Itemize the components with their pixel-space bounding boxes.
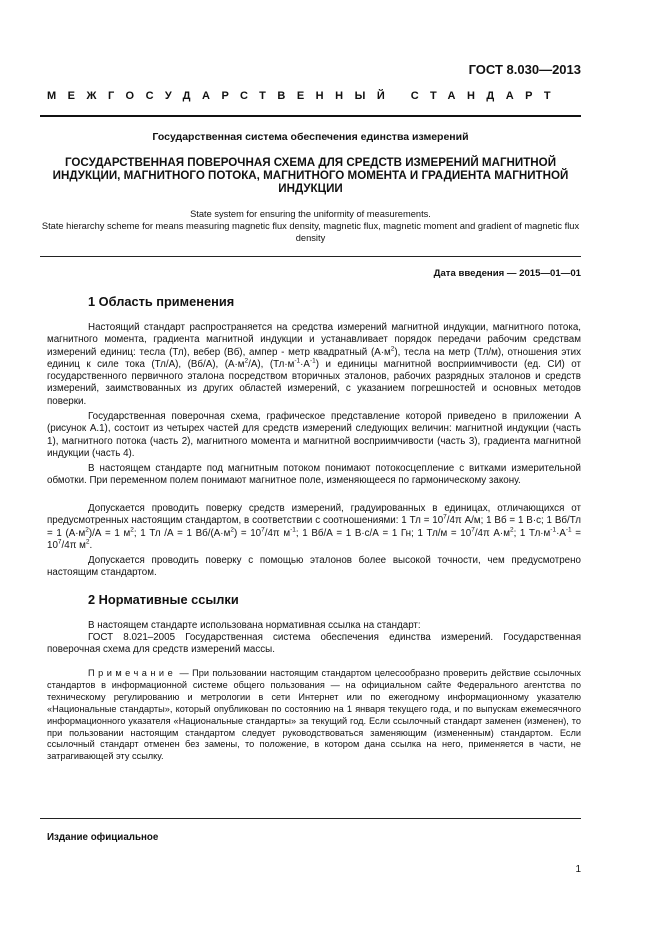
section-1-heading: 1 Область применения	[88, 294, 235, 309]
section-1-paragraph-1: Настоящий стандарт распространяется на средства измерений магнитной индукции, магнитного потока, магнитного момента, градиента магнитной индукции и устанавливает порядок передачи рабочим средствам измерений единиц: тесла (Тл), вебер (Вб), ампер - метр квадратный $(А\cdot м^2)$, тесла на метр (Тл/м), отношения этих единиц к силе тока (Тл/А), (Вб/А), $(А\cdot м^2/А)$, $(Тл\cdot м^{-1}\cdot А^{-1})$ и единицы магнитной восприимчивости (ед. СИ) от государственного первичного эталона посредством вторичных эталонов, рабочих разрядных эталонов и средств измерений, заимствованных из других областей измерений, с указанием погрешностей и основных методов поверки.	[47, 322, 581, 407]
english-title-line-2: State hierarchy scheme for means measuring magnetic flux density, magnetic flux, magnetic moment and gradient of magnetic flux density	[41, 221, 580, 243]
section-2-note	[47, 668, 581, 763]
section-1-paragraph-5: Допускается проводить поверку с помощью эталонов более высокой точности, чем предусмотрено настоящим стандартом.	[47, 555, 581, 579]
section-2-paragraph-1: В настоящем стандарте использована нормативная ссылка на стандарт:	[88, 620, 421, 631]
section-1-paragraph-4: Допускается проводить поверку средств измерений, градуированных в единицах, отличающихся от предусмотренных настоящим стандартом, в соответствии с соотношениями: 1 Тл = $10^7/4\pi$ А/м; 1 Вб = 1 В·с; 1 Вб/Тл = 1 $(А\cdot м^2)/А = 1$ $м^2$; 1 Тл /А = 1 $Вб/(А\cdot м^2) = 10^7/4\pi$ $м^{-1}$; 1 Вб/А = 1 В·с/А = 1 Гн; 1 $Тл/м = 10^7/4\pi$ $А\cdot м^2$; 1 $Тл\cdot м^{-1}\cdot А^{-1} = 10^7/4\pi$ $м^2$.	[47, 503, 582, 551]
header-divider	[40, 115, 581, 117]
page-number: 1	[575, 864, 581, 875]
official-edition-label: Издание официальное	[47, 832, 159, 843]
introduction-date: Дата введения — 2015—01—01	[433, 268, 581, 279]
section-1-paragraph-3: В настоящем стандарте под магнитным потоком понимают потокосцепление с витками измерительной обмотки. При переменном полем понимают магнитное поле, изменяющееся по гармоническому закону.	[47, 463, 581, 487]
english-title	[40, 208, 581, 244]
note-text: — При пользовании настоящим стандартом целесообразно проверить действие ссылочных стандартов в информационной системе общего пользования — на официальном сайте Федерального агентства по техническому регулированию и метрологии в сети Интернет или по ежегодному информационному указателю «Национальные стандарты», который опубликован по состоянию на 1 января текущего года, и по выпускам ежемесячного информационного указателя «Национальные стандарты» за текущий год. Если ссылочный стандарт заменен (изменен), то при пользовании настоящим стандартом следует руководствоваться заменяющим (измененным) стандартом. Если ссылочный стандарт отменен без замены, то положение, в котором дана ссылка на него, применяется в части, не затрагивающей эту ссылку.	[47, 668, 581, 762]
title-divider	[40, 256, 581, 257]
document-number: ГОСТ 8.030—2013	[468, 62, 581, 77]
note-label: Примечание	[88, 668, 177, 678]
english-title-line-1: State system for ensuring the uniformity of measurements.	[190, 209, 431, 219]
section-2-paragraph-2: ГОСТ 8.021–2005 Государственная система обеспечения единства измерений. Государственная поверочная схема для средств измерений массы.	[47, 632, 581, 656]
footer-divider	[40, 818, 581, 819]
system-title: Государственная система обеспечения единства измерений	[152, 131, 469, 143]
interstate-standard-banner: МЕЖГОСУДАРСТВЕННЫЙ СТАНДАРТ	[47, 90, 563, 102]
section-2-heading: 2 Нормативные ссылки	[88, 592, 239, 607]
main-title: ГОСУДАРСТВЕННАЯ ПОВЕРОЧНАЯ СХЕМА ДЛЯ СРЕДСТВ ИЗМЕРЕНИЙ МАГНИТНОЙ ИНДУКЦИИ, МАГНИТНОГО ПОТОКА, МАГНИТНОГО МОМЕНТА И ГРАДИЕНТА МАГНИТНОЙ ИНДУКЦИИ	[52, 156, 569, 195]
section-1-paragraph-2: Государственная поверочная схема, графическое представление которой приведено в приложении А (рисунок А.1), состоит из четырех частей для средств измерений следующих величин: магнитной индукции (часть 1), магнитного потока (часть 2), магнитного момента и магнитной восприимчивости (часть 3), градиента магнитной индукции (часть 4).	[47, 411, 581, 459]
